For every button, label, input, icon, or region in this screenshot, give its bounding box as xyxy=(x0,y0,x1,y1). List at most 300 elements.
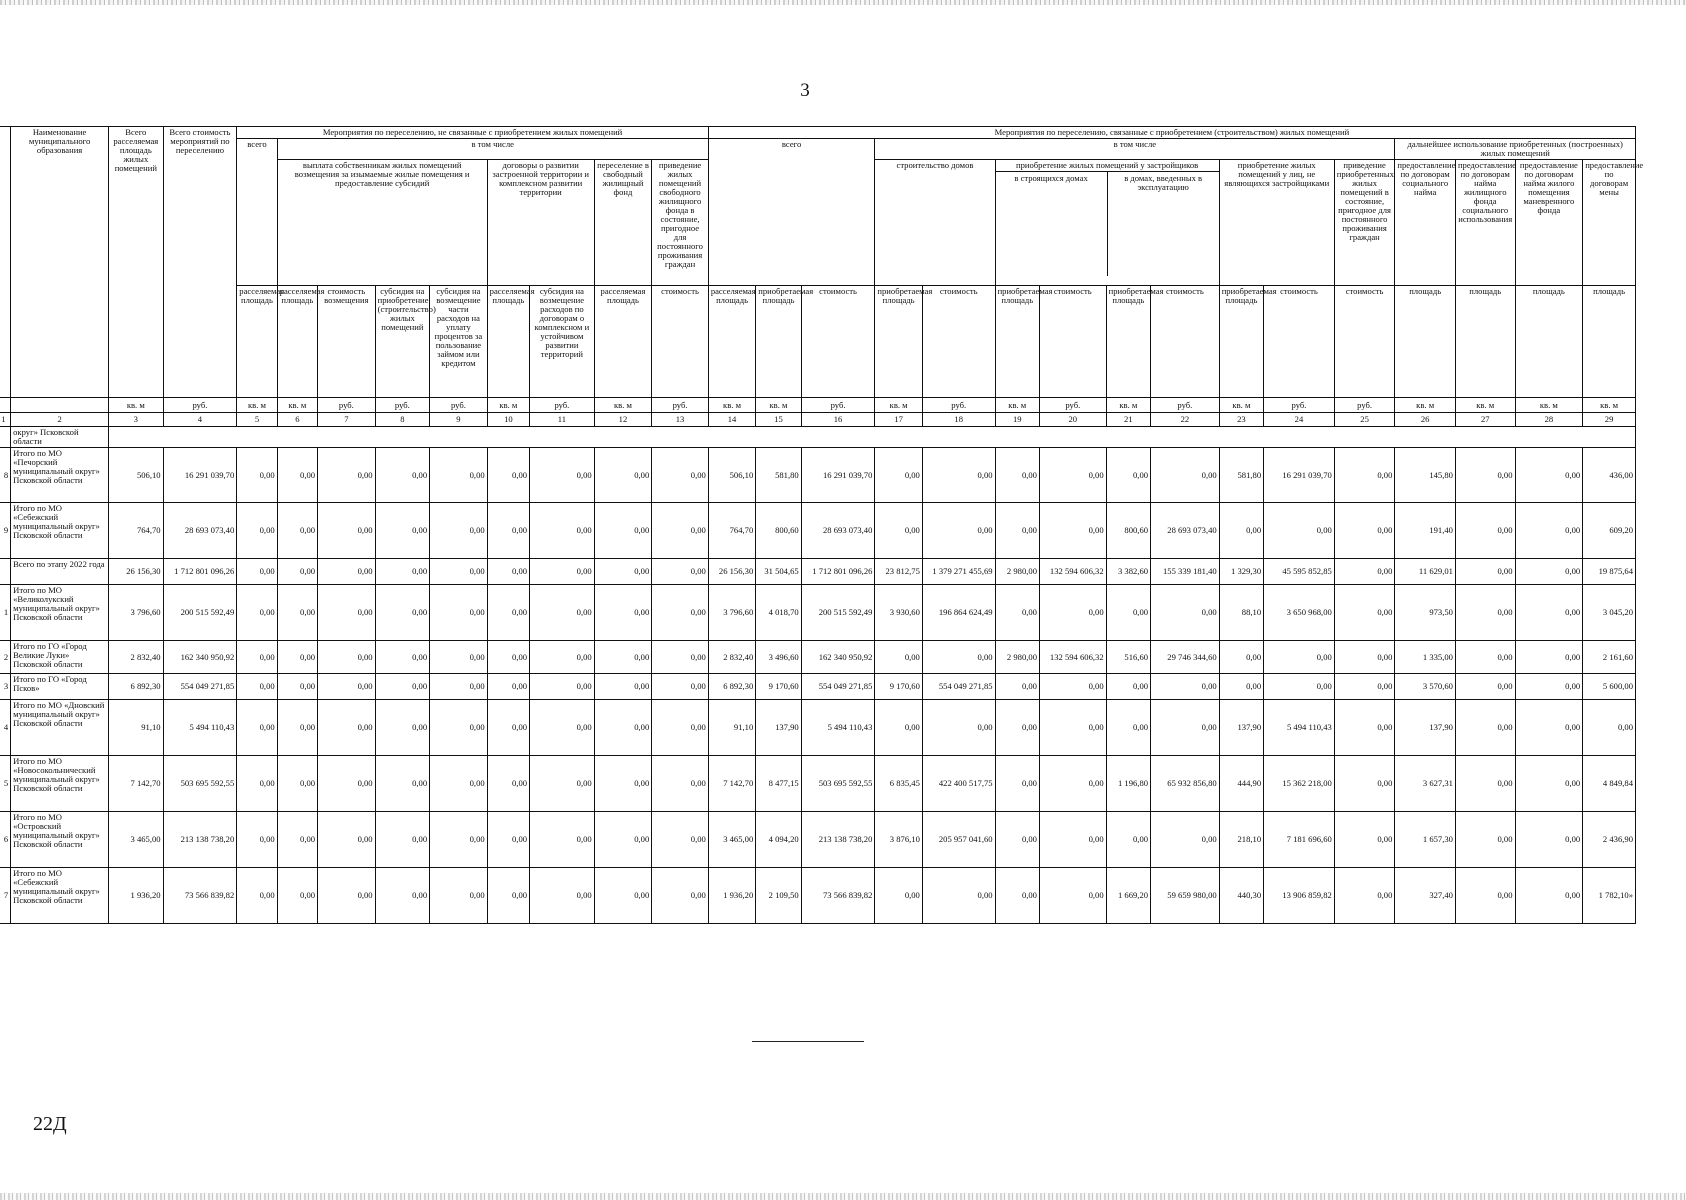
header-from-developers-label: приобретение жилых помещений у застройщиков xyxy=(996,160,1219,172)
value-cell: 444,90 xyxy=(1219,756,1263,812)
value-cell: 0,00 xyxy=(487,503,529,559)
unit-cell: кв. м xyxy=(277,398,317,413)
value-cell: 0,00 xyxy=(1151,812,1220,868)
value-cell: 0,00 xyxy=(1515,448,1583,503)
value-cell: 0,00 xyxy=(530,868,595,924)
continuation-row xyxy=(0,427,1636,448)
value-cell: 0,00 xyxy=(375,674,430,700)
value-cell: 0,00 xyxy=(1334,585,1395,641)
municipality-name: Итого по МО «Новосокольнический муниципальный округ» Псковской области xyxy=(11,756,109,812)
column-number: 6 xyxy=(277,413,317,427)
header-cell-number xyxy=(0,127,11,398)
value-cell: 0,00 xyxy=(487,700,529,756)
value-cell: 0,00 xyxy=(487,641,529,674)
value-cell: 0,00 xyxy=(375,559,430,585)
value-cell: 1 379 271 455,69 xyxy=(922,559,995,585)
subheader-cell: приобретаемая площадь xyxy=(875,286,922,398)
column-number: 9 xyxy=(430,413,488,427)
unit-cell: кв. м xyxy=(109,398,164,413)
row-number: 1 xyxy=(0,585,11,641)
value-cell: 0,00 xyxy=(1039,756,1106,812)
value-cell: 0,00 xyxy=(318,756,376,812)
value-cell: 0,00 xyxy=(1455,559,1515,585)
value-cell: 7 142,70 xyxy=(109,756,164,812)
value-cell: 0,00 xyxy=(1515,756,1583,812)
value-cell: 0,00 xyxy=(1264,641,1335,674)
value-cell: 0,00 xyxy=(1106,700,1150,756)
value-cell: 0,00 xyxy=(594,868,652,924)
municipality-name: Итого по ГО «Город Псков» xyxy=(11,674,109,700)
value-cell: 2 832,40 xyxy=(708,641,755,674)
header-row-4 xyxy=(0,286,1636,398)
value-cell: 0,00 xyxy=(318,503,376,559)
value-cell: 0,00 xyxy=(1515,700,1583,756)
value-cell: 8 477,15 xyxy=(756,756,801,812)
value-cell: 0,00 xyxy=(652,812,709,868)
table-row xyxy=(0,641,1636,674)
value-cell: 422 400 517,75 xyxy=(922,756,995,812)
value-cell: 0,00 xyxy=(1039,503,1106,559)
value-cell: 0,00 xyxy=(237,503,277,559)
value-cell: 0,00 xyxy=(1151,585,1220,641)
units-row xyxy=(0,398,1636,413)
row-number xyxy=(0,427,11,448)
value-cell: 0,00 xyxy=(594,674,652,700)
value-cell: 91,10 xyxy=(708,700,755,756)
value-cell: 1 669,20 xyxy=(1106,868,1150,924)
value-cell: 0,00 xyxy=(995,812,1039,868)
value-cell: 0,00 xyxy=(430,641,488,674)
value-cell: 0,00 xyxy=(1455,700,1515,756)
value-cell: 7 142,70 xyxy=(708,756,755,812)
value-cell: 0,00 xyxy=(530,585,595,641)
unit-cell: руб. xyxy=(530,398,595,413)
value-cell: 0,00 xyxy=(277,868,317,924)
value-cell: 0,00 xyxy=(318,812,376,868)
value-cell: 0,00 xyxy=(594,503,652,559)
value-cell: 0,00 xyxy=(875,868,922,924)
table-row xyxy=(0,812,1636,868)
value-cell: 0,00 xyxy=(1106,812,1150,868)
value-cell: 0,00 xyxy=(487,868,529,924)
value-cell: 800,60 xyxy=(1106,503,1150,559)
unit-cell: кв. м xyxy=(1583,398,1636,413)
value-cell: 0,00 xyxy=(594,641,652,674)
value-cell: 0,00 xyxy=(652,448,709,503)
value-cell: 0,00 xyxy=(487,812,529,868)
value-cell: 0,00 xyxy=(1039,674,1106,700)
value-cell: 800,60 xyxy=(756,503,801,559)
value-cell: 0,00 xyxy=(487,448,529,503)
column-number: 24 xyxy=(1264,413,1335,427)
subheader-cell: площадь xyxy=(1583,286,1636,398)
value-cell: 0,00 xyxy=(277,674,317,700)
table-row xyxy=(0,674,1636,700)
column-number: 18 xyxy=(922,413,995,427)
value-cell: 0,00 xyxy=(487,756,529,812)
unit-cell: руб. xyxy=(430,398,488,413)
column-number: 29 xyxy=(1583,413,1636,427)
value-cell: 0,00 xyxy=(530,756,595,812)
value-cell: 0,00 xyxy=(1455,448,1515,503)
column-number: 15 xyxy=(756,413,801,427)
value-cell: 3 465,00 xyxy=(708,812,755,868)
header-under-construction: в строящихся домах xyxy=(996,172,1108,276)
value-cell: 9 170,60 xyxy=(875,674,922,700)
value-cell: 0,00 xyxy=(1334,503,1395,559)
value-cell: 554 049 271,85 xyxy=(922,674,995,700)
value-cell: 0,00 xyxy=(995,756,1039,812)
subheader-cell: расселяемая площадь xyxy=(237,286,277,398)
value-cell: 0,00 xyxy=(1264,674,1335,700)
value-cell: 0,00 xyxy=(1334,756,1395,812)
value-cell: 16 291 039,70 xyxy=(1264,448,1335,503)
row-number: 3 xyxy=(0,674,11,700)
value-cell: 5 494 110,43 xyxy=(801,700,875,756)
value-cell: 0,00 xyxy=(1515,674,1583,700)
header-including-a: в том числе xyxy=(277,139,708,160)
subheader-cell: стоимость xyxy=(801,286,875,398)
column-number-row xyxy=(0,413,1636,427)
value-cell: 6 835,45 xyxy=(875,756,922,812)
column-number: 2 xyxy=(11,413,109,427)
value-cell: 137,90 xyxy=(1395,700,1456,756)
header-group-acquisition: Мероприятия по переселению, связанные с приобретением (строительством) жилых помещений xyxy=(708,127,1635,139)
footer-code: 22Д xyxy=(33,1113,67,1135)
table-row xyxy=(0,585,1636,641)
value-cell: 0,00 xyxy=(922,641,995,674)
value-cell: 4 094,20 xyxy=(756,812,801,868)
value-cell: 137,90 xyxy=(1219,700,1263,756)
value-cell: 0,00 xyxy=(652,674,709,700)
unit-cell: кв. м xyxy=(1515,398,1583,413)
value-cell: 0,00 xyxy=(922,700,995,756)
table-row xyxy=(0,868,1636,924)
unit-cell: руб. xyxy=(652,398,709,413)
value-cell: 196 864 624,49 xyxy=(922,585,995,641)
value-cell: 440,30 xyxy=(1219,868,1263,924)
value-cell: 0,00 xyxy=(1106,674,1150,700)
value-cell: 0,00 xyxy=(277,641,317,674)
value-cell: 3 570,60 xyxy=(1395,674,1456,700)
value-cell: 205 957 041,60 xyxy=(922,812,995,868)
value-cell: 0,00 xyxy=(530,448,595,503)
subheader-cell: площадь xyxy=(1395,286,1456,398)
column-number: 27 xyxy=(1455,413,1515,427)
subheader-cell: расселяемая площадь xyxy=(487,286,529,398)
value-cell: 7 181 696,60 xyxy=(1264,812,1335,868)
column-number: 8 xyxy=(375,413,430,427)
value-cell: 0,00 xyxy=(1334,868,1395,924)
municipality-name: Итого по МО «Дновский муниципальный округ» Псковской области xyxy=(11,700,109,756)
value-cell: 88,10 xyxy=(1219,585,1263,641)
unit-cell: кв. м xyxy=(995,398,1039,413)
value-cell: 0,00 xyxy=(594,448,652,503)
unit-cell: кв. м xyxy=(708,398,755,413)
value-cell: 5 494 110,43 xyxy=(1264,700,1335,756)
value-cell: 0,00 xyxy=(530,674,595,700)
value-cell: 0,00 xyxy=(430,559,488,585)
value-cell: 0,00 xyxy=(430,448,488,503)
value-cell: 0,00 xyxy=(277,448,317,503)
value-cell: 436,00 xyxy=(1583,448,1636,503)
value-cell: 1 657,30 xyxy=(1395,812,1456,868)
header-social-use-rent: предоставление по договорам найма жилищного фонда социального использования xyxy=(1455,160,1515,286)
value-cell: 3 045,20 xyxy=(1583,585,1636,641)
unit-cell: руб. xyxy=(1264,398,1335,413)
subheader-cell: приобретаемая площадь xyxy=(1219,286,1263,398)
header-further-use: дальнейшее использование приобретенных (построенных) жилых помещений xyxy=(1395,139,1636,160)
value-cell: 65 932 856,80 xyxy=(1151,756,1220,812)
value-cell: 0,00 xyxy=(1455,756,1515,812)
value-cell: 137,90 xyxy=(756,700,801,756)
subheader-cell: субсидия на возмещение расходов по договорам о комплексном и устойчивом развитии территорий xyxy=(530,286,595,398)
value-cell: 0,00 xyxy=(1515,641,1583,674)
continuation-name: округ» Псковской области xyxy=(11,427,109,448)
header-commissioned: в домах, введенных в эксплуатацию xyxy=(1124,173,1203,193)
value-cell: 0,00 xyxy=(1515,503,1583,559)
value-cell: 91,10 xyxy=(109,700,164,756)
value-cell: 0,00 xyxy=(1334,448,1395,503)
value-cell: 0,00 xyxy=(430,700,488,756)
value-cell: 0,00 xyxy=(1039,700,1106,756)
header-bringing-free-fund: приведение жилых помещений свободного жилищного фонда в состояние, пригодное для постоянного проживания граждан xyxy=(652,160,709,286)
unit-cell: руб. xyxy=(801,398,875,413)
value-cell: 3 796,60 xyxy=(708,585,755,641)
value-cell: 45 595 852,85 xyxy=(1264,559,1335,585)
table-row xyxy=(0,448,1636,503)
column-number: 12 xyxy=(594,413,652,427)
subheader-cell: приобретаемая площадь xyxy=(1106,286,1150,398)
subheader-cell: площадь xyxy=(1455,286,1515,398)
value-cell: 0,00 xyxy=(237,812,277,868)
value-cell: 0,00 xyxy=(530,641,595,674)
header-total-area: Всего расселяемая площадь жилых помещений xyxy=(109,127,164,398)
value-cell: 3 930,60 xyxy=(875,585,922,641)
value-cell: 19 875,64 xyxy=(1583,559,1636,585)
value-cell: 28 693 073,40 xyxy=(1151,503,1220,559)
value-cell: 200 515 592,49 xyxy=(163,585,237,641)
unit-cell: руб. xyxy=(318,398,376,413)
value-cell: 0,00 xyxy=(1219,674,1263,700)
subheader-cell: расселяемая площадь xyxy=(708,286,755,398)
value-cell: 2 109,50 xyxy=(756,868,801,924)
value-cell: 0,00 xyxy=(277,585,317,641)
value-cell: 0,00 xyxy=(1106,448,1150,503)
value-cell: 0,00 xyxy=(487,559,529,585)
value-cell: 973,50 xyxy=(1395,585,1456,641)
value-cell: 0,00 xyxy=(237,585,277,641)
value-cell: 0,00 xyxy=(1039,868,1106,924)
value-cell: 9 170,60 xyxy=(756,674,801,700)
value-cell: 2 980,00 xyxy=(995,641,1039,674)
value-cell: 73 566 839,82 xyxy=(163,868,237,924)
unit-cell: руб. xyxy=(1039,398,1106,413)
header-free-fund: переселение в свободный жилищный фонд xyxy=(594,160,652,286)
value-cell: 3 382,60 xyxy=(1106,559,1150,585)
header-development-contracts: договоры о развитии застроенной территории и комплексном развитии территории xyxy=(487,160,594,286)
unit-cell: руб. xyxy=(163,398,237,413)
value-cell: 0,00 xyxy=(1455,641,1515,674)
header-construction: строительство домов xyxy=(875,160,995,286)
value-cell: 0,00 xyxy=(1151,674,1220,700)
value-cell: 2 161,60 xyxy=(1583,641,1636,674)
value-cell: 0,00 xyxy=(1583,700,1636,756)
value-cell: 0,00 xyxy=(1455,503,1515,559)
value-cell: 0,00 xyxy=(652,503,709,559)
value-cell: 0,00 xyxy=(530,812,595,868)
header-total-a: всего xyxy=(237,139,277,286)
municipality-name: Итого по МО «Себежский муниципальный округ» Псковской области xyxy=(11,868,109,924)
value-cell: 0,00 xyxy=(430,812,488,868)
column-number: 26 xyxy=(1395,413,1456,427)
continuation-empty xyxy=(109,427,1636,448)
value-cell: 0,00 xyxy=(1264,503,1335,559)
value-cell: 15 362 218,00 xyxy=(1264,756,1335,812)
value-cell: 0,00 xyxy=(652,585,709,641)
value-cell: 0,00 xyxy=(1039,812,1106,868)
value-cell: 3 627,31 xyxy=(1395,756,1456,812)
value-cell: 6 892,30 xyxy=(708,674,755,700)
value-cell: 0,00 xyxy=(1334,559,1395,585)
value-cell: 0,00 xyxy=(922,868,995,924)
value-cell: 503 695 592,55 xyxy=(801,756,875,812)
value-cell: 0,00 xyxy=(1334,641,1395,674)
subheader-cell: приобретаемая площадь xyxy=(756,286,801,398)
unit-cell: кв. м xyxy=(875,398,922,413)
value-cell: 0,00 xyxy=(1334,812,1395,868)
column-number: 20 xyxy=(1039,413,1106,427)
value-cell: 327,40 xyxy=(1395,868,1456,924)
value-cell: 0,00 xyxy=(375,812,430,868)
value-cell: 764,70 xyxy=(708,503,755,559)
value-cell: 609,20 xyxy=(1583,503,1636,559)
value-cell: 213 138 738,20 xyxy=(163,812,237,868)
value-cell: 1 335,00 xyxy=(1395,641,1456,674)
value-cell: 162 340 950,92 xyxy=(163,641,237,674)
value-cell: 0,00 xyxy=(237,674,277,700)
value-cell: 0,00 xyxy=(995,448,1039,503)
value-cell: 0,00 xyxy=(652,868,709,924)
municipality-name: Итого по МО «Печорский муниципальный округ» Псковской области xyxy=(11,448,109,503)
column-number: 7 xyxy=(318,413,376,427)
row-number: 7 xyxy=(0,868,11,924)
value-cell: 6 892,30 xyxy=(109,674,164,700)
column-number: 1 xyxy=(0,413,11,427)
value-cell: 0,00 xyxy=(375,641,430,674)
value-cell: 200 515 592,49 xyxy=(801,585,875,641)
value-cell: 16 291 039,70 xyxy=(163,448,237,503)
value-cell: 0,00 xyxy=(237,448,277,503)
value-cell: 1 196,80 xyxy=(1106,756,1150,812)
header-from-developers xyxy=(995,160,1219,286)
value-cell: 0,00 xyxy=(375,756,430,812)
scan-edge-top xyxy=(0,0,1686,5)
value-cell: 31 504,65 xyxy=(756,559,801,585)
value-cell: 0,00 xyxy=(1515,812,1583,868)
row-number: 6 xyxy=(0,812,11,868)
table-row xyxy=(0,559,1636,585)
value-cell: 581,80 xyxy=(756,448,801,503)
value-cell: 0,00 xyxy=(237,868,277,924)
value-cell: 162 340 950,92 xyxy=(801,641,875,674)
page-number: 3 xyxy=(800,80,810,101)
value-cell: 213 138 738,20 xyxy=(801,812,875,868)
value-cell: 191,40 xyxy=(1395,503,1456,559)
value-cell: 13 906 859,82 xyxy=(1264,868,1335,924)
value-cell: 554 049 271,85 xyxy=(163,674,237,700)
value-cell: 0,00 xyxy=(375,448,430,503)
subheader-cell: стоимость xyxy=(922,286,995,398)
value-cell: 0,00 xyxy=(922,503,995,559)
value-cell: 506,10 xyxy=(708,448,755,503)
value-cell: 0,00 xyxy=(318,448,376,503)
value-cell: 503 695 592,55 xyxy=(163,756,237,812)
value-cell: 0,00 xyxy=(1151,700,1220,756)
value-cell: 1 936,20 xyxy=(109,868,164,924)
value-cell: 0,00 xyxy=(375,700,430,756)
value-cell: 0,00 xyxy=(375,868,430,924)
subheader-cell: площадь xyxy=(1515,286,1583,398)
value-cell: 0,00 xyxy=(277,756,317,812)
header-row-2 xyxy=(0,139,1636,160)
value-cell: 73 566 839,82 xyxy=(801,868,875,924)
value-cell: 3 876,10 xyxy=(875,812,922,868)
value-cell: 132 594 606,32 xyxy=(1039,641,1106,674)
unit-cell: руб. xyxy=(922,398,995,413)
value-cell: 0,00 xyxy=(875,503,922,559)
value-cell: 28 693 073,40 xyxy=(163,503,237,559)
value-cell: 5 600,00 xyxy=(1583,674,1636,700)
municipality-name: Итого по МО «Великолукский муниципальный округ» Псковской области xyxy=(11,585,109,641)
header-group-not-acquisition: Мероприятия по переселению, не связанные с приобретением жилых помещений xyxy=(237,127,709,139)
table-row xyxy=(0,700,1636,756)
value-cell: 0,00 xyxy=(922,448,995,503)
header-including-b: в том числе xyxy=(875,139,1395,160)
value-cell: 5 494 110,43 xyxy=(163,700,237,756)
unit-cell: руб. xyxy=(1334,398,1395,413)
header-bringing-acquired: приведение приобретенных жилых помещений в состояние, пригодное для постоянного проживания граждан xyxy=(1334,160,1395,286)
value-cell: 0,00 xyxy=(375,585,430,641)
value-cell: 0,00 xyxy=(875,641,922,674)
value-cell: 132 594 606,32 xyxy=(1039,559,1106,585)
subheader-cell: субсидия на приобретение (строительство) жилых помещений xyxy=(375,286,430,398)
value-cell: 0,00 xyxy=(594,700,652,756)
value-cell: 1 329,30 xyxy=(1219,559,1263,585)
unit-cell: кв. м xyxy=(1106,398,1150,413)
column-number: 19 xyxy=(995,413,1039,427)
row-number: 9 xyxy=(0,503,11,559)
unit-cell: кв. м xyxy=(487,398,529,413)
header-row-1 xyxy=(0,127,1636,139)
column-number: 14 xyxy=(708,413,755,427)
value-cell: 0,00 xyxy=(1455,812,1515,868)
value-cell: 2 980,00 xyxy=(995,559,1039,585)
value-cell: 0,00 xyxy=(487,674,529,700)
value-cell: 0,00 xyxy=(1039,585,1106,641)
row-number xyxy=(0,559,11,585)
value-cell: 23 812,75 xyxy=(875,559,922,585)
value-cell: 0,00 xyxy=(530,503,595,559)
value-cell: 0,00 xyxy=(1334,674,1395,700)
value-cell: 145,80 xyxy=(1395,448,1456,503)
header-maneuver-fund: предоставление по договорам найма жилого помещения маневренного фонда xyxy=(1515,160,1583,286)
resettlement-table xyxy=(0,126,1644,924)
value-cell: 0,00 xyxy=(594,559,652,585)
header-compensation: выплата собственникам жилых помещений возмещения за изымаемые жилые помещения и предоставление субсидий xyxy=(277,160,487,286)
value-cell: 28 693 073,40 xyxy=(801,503,875,559)
value-cell: 0,00 xyxy=(487,585,529,641)
